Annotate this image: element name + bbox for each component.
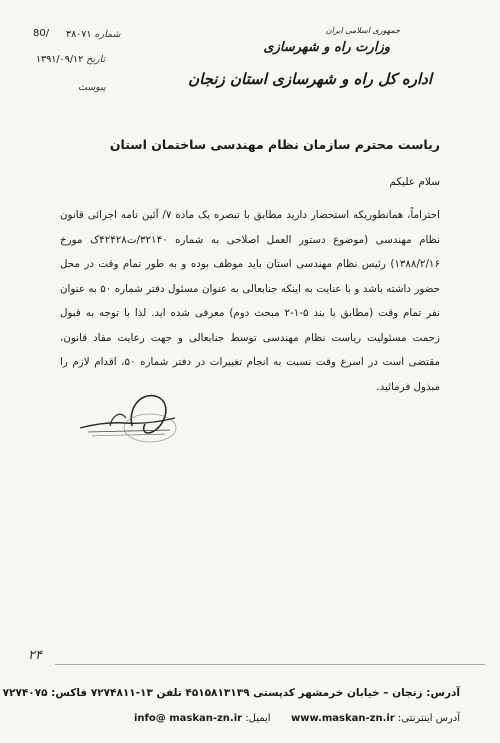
email-label: ایمیل:: [245, 713, 271, 724]
email-link[interactable]: info@ maskan-zn.ir: [133, 713, 243, 724]
date-label: تاریخ: [86, 54, 106, 65]
republic-title: جمهوری اسلامی ایران: [325, 26, 400, 35]
attachment-row: [78, 82, 106, 93]
letter-body: احتراماً، همانطوریکه استحضار دارید مطابق با تبصره یک ماده ۷/ آئین نامه اجرائی قانون نظام مهندسی (موضوع دستور العمل اصلاحی به شماره ۳۲۱۴۰/ت۴۲۴۲۸ک مورخ ۱۳۸۸/۲/۱۶) رئیس نظام مهندسی استان باید موظف بوده و به طور تمام وقت در محل حضور داشته باشد و با عنایت به اینکه جنابعالی به عنوان مسئول دفتر شماره ۵۰ به عنوان نفر تمام وقت (مطابق با بند ۵-۱-۲ مبحث دوم) معرفی شده اید. لذا با توجه به قبول زحمت مسئولیت ریاست نظام مهندسی توسط جنابعالی و جهت رعایت مفاد قانون، مقتضی است در اسرع وقت نسبت به انجام تغییرات در دفتر شماره ۵۰، اقدام لازم را مبذول فرمائید.: [60, 209, 441, 393]
footer-divider: [55, 664, 485, 665]
address-text: زنجان – خیابان خرمشهر کدپستی ۴۵۱۵۸۱۳۱۳۹ تلفن ۱۳-۷۲۷۴۸۱۱ فاکس: ۷۲۷۴۰۷۵: [2, 687, 423, 699]
recipient-heading: ریاست محترم سازمان نظام مهندسی ساختمان استان: [109, 137, 440, 152]
greeting: سلام علیکم: [389, 176, 440, 188]
footer-contacts: [134, 713, 460, 724]
page-mark: ۲۴: [28, 648, 42, 663]
footer-address: [3, 687, 460, 699]
number-value: ۳۸۰۷۱: [66, 29, 92, 40]
number-row: [60, 29, 120, 40]
ministry-title: وزارت راه و شهرسازی: [263, 40, 390, 55]
date-value: ۱۳۹۱/۰۹/۱۲: [36, 54, 84, 65]
website-link[interactable]: www.maskan-zn.ir: [290, 713, 395, 724]
attachment-label: پیوست: [78, 82, 106, 93]
page-id: 80/: [33, 28, 50, 39]
number-label: شماره: [94, 29, 121, 40]
office-title: اداره کل راه و شهرسازی استان زنجان: [188, 70, 432, 88]
date-row: [30, 54, 105, 65]
signature-stamp-icon: [70, 388, 190, 448]
address-label: آدرس:: [426, 687, 460, 699]
website-label: آدرس اینترنتی:: [397, 713, 460, 724]
